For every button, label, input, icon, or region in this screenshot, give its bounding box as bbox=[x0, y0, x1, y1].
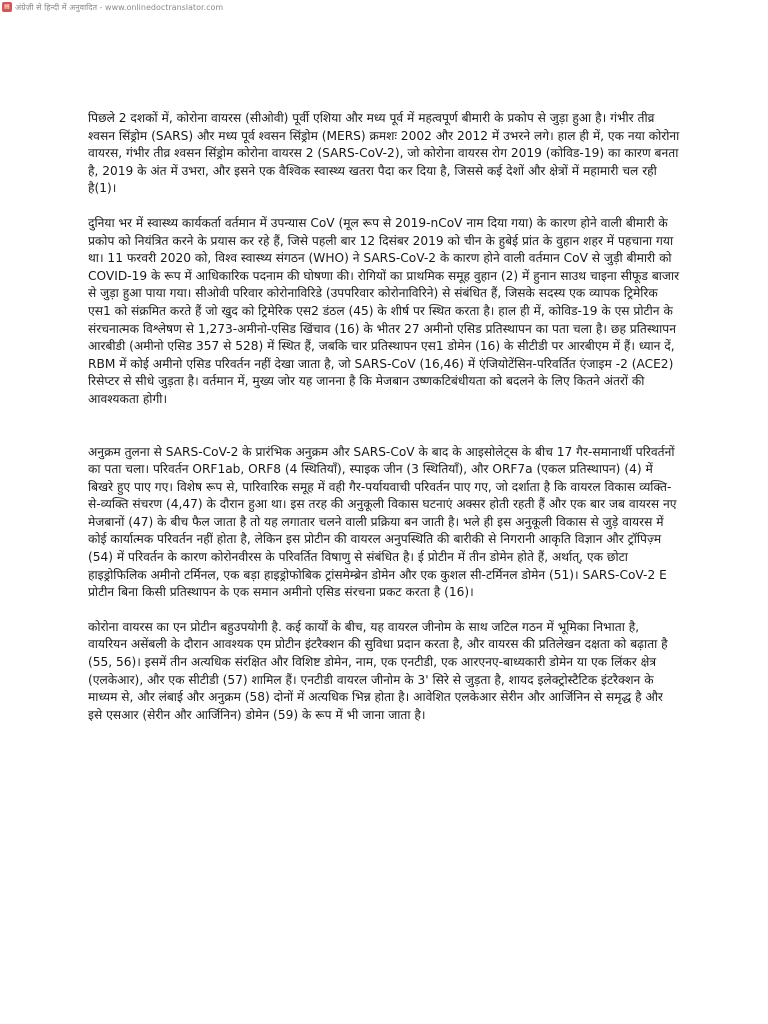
paragraph-4: कोरोना वायरस का एन प्रोटीन बहुउपयोगी है. कई कार्यों के बीच, यह वायरल जीनोम के साथ जटिल गठन में भूमिका निभाता है, वायरियन असेंबली के दौरान आवश्यक एम प्रोटीन इंटरैक्शन की सुविधा प्रदान करता है, और वायरस की प्रतिलेखन दक्षता को बढ़ाता है (55, 56)। इसमें तीन अत्यधिक संरक्षित और विशिष्ट डोमेन, नाम, एक एनटीडी, एक आरएनए-बाध्यकारी डोमेन या एक लिंकर क्षेत्र (एलकेआर), और एक सीटीडी (57) शामिल हैं। एनटीडी वायरल जीनोम के 3' सिरे से जुड़ता है, शायद इलेक्ट्रोस्टैटिक इंटरैक्शन के माध्यम से, और लंबाई और अनुक्रम (58) दोनों में अत्यधिक भिन्न होता है। आवेशित एलकेआर सेरीन और आर्जिनिन से समृद्ध है और इसे एसआर (सेरीन और आर्जिनिन) डोमेन (59) के रूप में भी जाना जाता है। bbox=[88, 619, 668, 722]
document-body bbox=[88, 110, 680, 724]
translator-banner[interactable] bbox=[0, 0, 223, 14]
translator-banner-text: अंग्रेज़ी से हिन्दी में अनुवादित - www.onlinedoctranslator.com bbox=[15, 2, 224, 12]
paragraph-1: पिछले 2 दशकों में, कोरोना वायरस (सीओवी) पूर्वी एशिया और मध्य पूर्व में महत्वपूर्ण बीमारी के प्रकोप से जुड़ा हुआ है। गंभीर तीव्र श्वसन सिंड्रोम (SARS) और मध्य पूर्व श्वसन सिंड्रोम (MERS) क्रमशः 2002 और 2012 में उभरने लगे। हाल ही में, एक नया कोरोना वायरस, गंभीर तीव्र श्वसन सिंड्रोम कोरोना वायरस 2 (SARS-CoV-2), जो कोरोना वायरस रोग 2019 (कोविड-19) का कारण बनता है, 2019 के अंत में उभरा, और इसने एक वैश्विक स्वास्थ्य खतरा पैदा कर दिया है, जिससे कई देशों और क्षेत्रों में महामारी चल रही है(1)। bbox=[88, 111, 680, 196]
paragraph-2: दुनिया भर में स्वास्थ्य कार्यकर्ता वर्तमान में उपन्यास CoV (मूल रूप से 2019-nCoV नाम दिया गया) के कारण होने वाली बीमारी के प्रकोप को नियंत्रित करने के प्रयास कर रहे हैं, जिसे पहली बार 12 दिसंबर 2019 को चीन के हुबेई प्रांत के वुहान शहर में पहचाना गया था। 11 फरवरी 2020 को, विश्व स्वास्थ्य संगठन (WHO) ने SARS-CoV-2 के कारण होने वाली वर्तमान CoV से जुड़ी बीमारी को COVID-19 के रूप में आधिकारिक पदनाम की घोषणा की। रोगियों का प्राथमिक समूह वुहान (2) में हुनान साउथ चाइना सीफूड बाजार से जुड़ा हुआ पाया गया। सीओवी परिवार कोरोनाविरिडे (उपपरिवार कोरोनाविरिने) से संबंधित हैं, जिसके सदस्य एक व्यापक ट्रिमेरिक एस1 को संक्रमित करते हैं जो खुद को ट्रिमेरिक एस2 डंठल (45) के शीर्ष पर स्थित करता है। हाल ही में, कोविड-19 के एस प्रोटीन के संरचनात्मक विश्लेषण से 1,273-अमीनो-एसिड खिंचाव (16) के भीतर 27 अमीनो एसिड प्रतिस्थापन का पता चला है। छह प्रतिस्थापन आरबीडी (अमीनो एसिड 357 से 528) में स्थित हैं, जबकि चार प्रतिस्थापन एस1 डोमेन (16) के सीटीडी पर आरबीएम में हैं। ध्यान दें, RBM में कोई अमीनो एसिड परिवर्तन नहीं देखा जाता है, जो SARS-CoV (16,46) में एंजियोटेंसिन-परिवर्तित एंजाइम -2 (ACE2) रिसेप्टर से सीधे जुड़ता है। वर्तमान में, मुख्य जोर यह जानना है कि मेजबान उष्णकटिबंधीयता को बदलने के लिए कितने अंतरों की आवश्यकता होगी। bbox=[88, 215, 680, 406]
paragraph-3: अनुक्रम तुलना से SARS-CoV-2 के प्रारंभिक अनुक्रम और SARS-CoV के बाद के आइसोलेट्स के बीच 17 गैर-समानार्थी परिवर्तनों का पता चला। परिवर्तन ORF1ab, ORF8 (4 स्थितियाँ), स्पाइक जीन (3 स्थितियाँ), और ORF7a (एकल प्रतिस्थापन) (4) में बिखरे हुए पाए गए। विशेष रूप से, पारिवारिक समूह में वही गैर-पर्यायवाची परिवर्तन पाए गए, जो दर्शाता है कि वायरल विकास व्यक्ति-से-व्यक्ति संचरण (4,47) के दौरान हुआ था। इस तरह की अनुकूली विकास घटनाएं अक्सर होती रहती हैं और एक बार जब वायरस नए मेजबानों (47) के बीच फैल जाता है तो यह लगातार चलने वाली प्रक्रिया बन जाती है। भले ही इस अनुकूली विकास से जुड़े वायरस में कोई कार्यात्मक परिवर्तन नहीं होता है, लेकिन इस प्रोटीन की वायरल अनुपस्थिति की बारीकी से निगरानी आकृति विज्ञान और ट्रॉपिज़्म (54) में परिवर्तन के कारण कोरोनवीरस के परिवर्तित विषाणु से संबंधित है। ई प्रोटीन में तीन डोमेन होते हैं, अर्थात्, एक छोटा हाइड्रोफिलिक अमीनो टर्मिनल, एक बड़ा हाइड्रोफोबिक ट्रांसमेम्ब्रेन डोमेन और एक कुशल सी-टर्मिनल डोमेन (51)। SARS-CoV-2 E प्रोटीन बिना किसी प्रतिस्थापन के एक समान अमीनो एसिड संरचना प्रकट करता है (16)। bbox=[88, 444, 677, 600]
document-translate-icon: ▤ bbox=[2, 2, 12, 12]
